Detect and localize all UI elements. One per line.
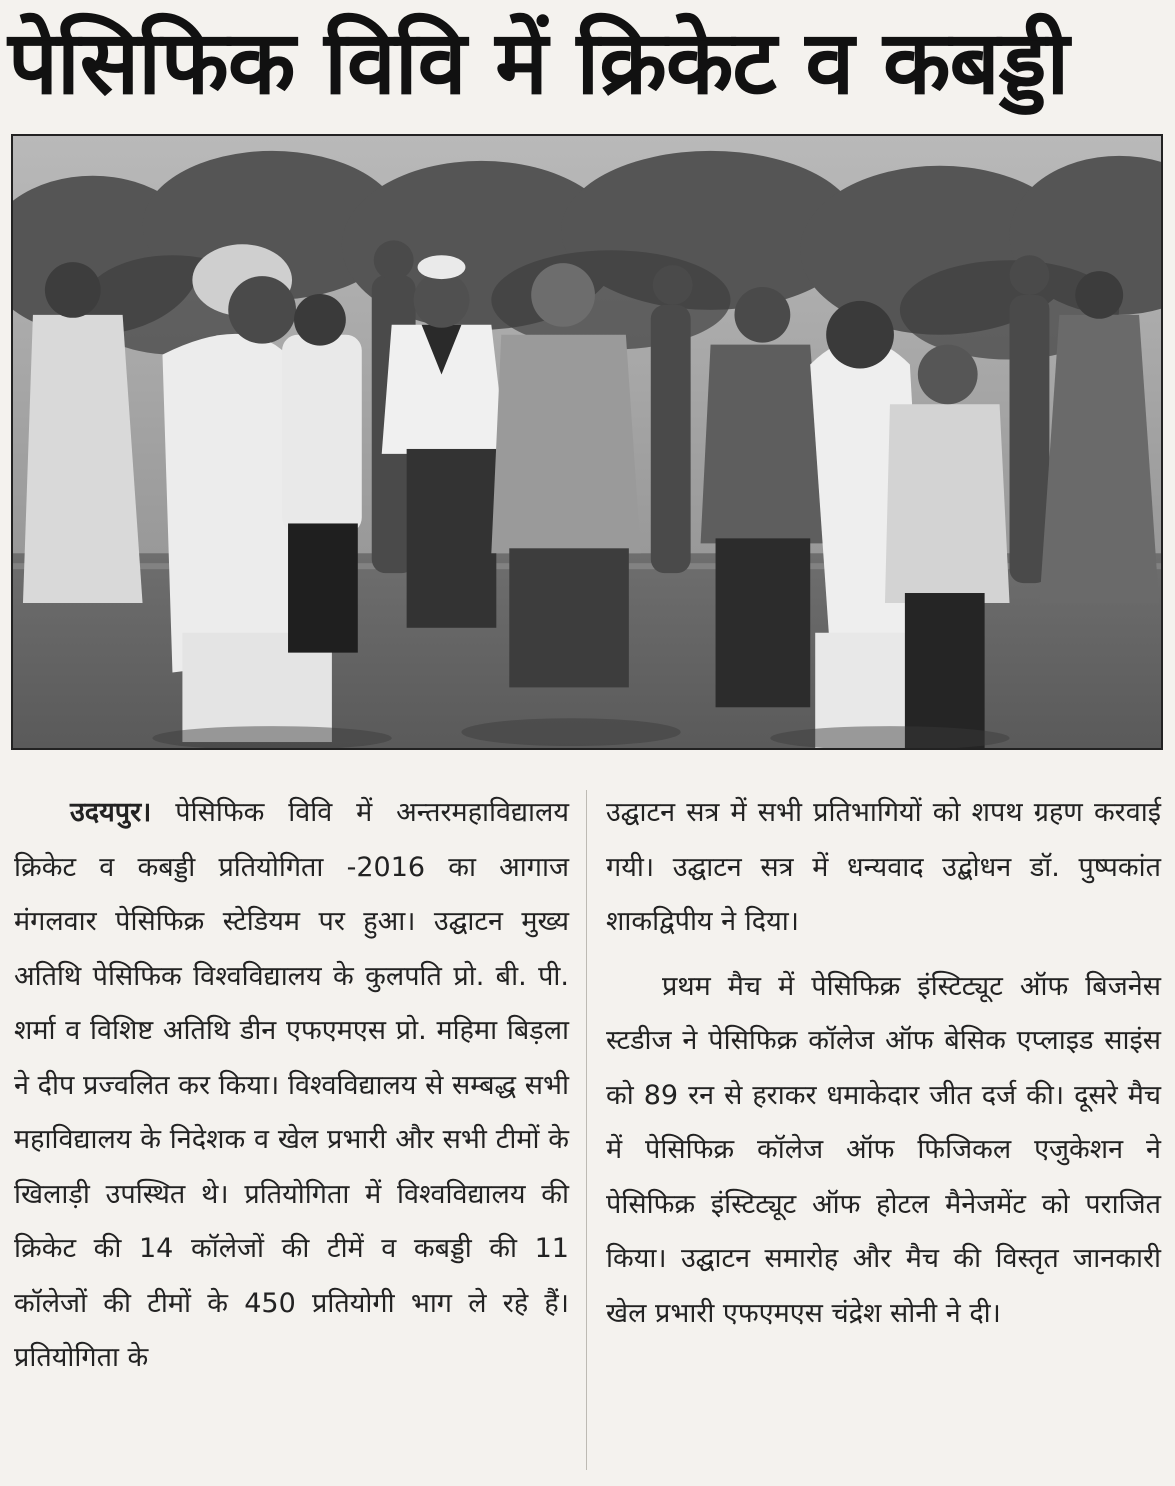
article-text-left: पेसिफिक विवि में अन्तरमहाविद्यालय क्रिकेट व कबड्डी प्रतियोगिता -2016 का आगाज मंगलवार पेसिफिक्र स्टेडियम पर हुआ। उद्घाटन मुख्य अतिथि पेसिफिक विश्वविद्यालय के कुलपति प्रो. बी. पी. शर्मा व विशिष्ट अतिथि डीन एफएमएस प्रो. महिमा बिड़ला ने दीप प्रज्वलित कर किया। विश्वविद्यालय से सम्बद्ध सभी महाविद्यालय के निदेशक व खेल प्रभारी और सभी टीमों के खिलाड़ी उपस्थित थे। प्रतियोगिता में विश्वविद्यालय की क्रिकेट की 14 कॉलेजों की टीमें व कबड्डी की 11 कॉलेजों की टीमों के 450 प्रतियोगी भाग ले रहे हैं। प्रतियोगिता के bbox=[14, 797, 569, 1373]
dateline: उदयपुर। bbox=[70, 797, 152, 828]
headline: पेसिफिक विवि में क्रिकेट व कबड्डी bbox=[8, 11, 1069, 114]
column-divider bbox=[586, 790, 587, 1470]
article-paragraph-1 bbox=[14, 786, 569, 1386]
article-column-right bbox=[606, 786, 1161, 1341]
article-paragraph-3: प्रथम मैच में पेसिफिक्र इंस्टिट्यूट ऑफ बिजनेस स्टडीज ने पेसिफिक्र कॉलेज ऑफ बेसिक एप्लाइड साइंस को 89 रन से हराकर धमाकेदार जीत दर्ज की। दूसरे मैच में पेसिफिक्र कॉलेज ऑफ फिजिकल एजुकेशन ने पेसिफिक्र इंस्टिट्यूट ऑफ होटल मैनेजमेंट को पराजित किया। उद्घाटन समारोह और मैच की विस्तृत जानकारी खेल प्रभारी एफएमएस चंद्रेश सोनी ने दी। bbox=[606, 970, 1161, 1329]
article-column-left bbox=[14, 786, 569, 1386]
news-photo bbox=[11, 134, 1163, 750]
article-paragraph-2: उद्घाटन सत्र में सभी प्रतिभागियों को शपथ ग्रहण करवाई गयी। उद्घाटन सत्र में धन्यवाद उद्बोधन डॉ. पुष्पकांत शाकद्विपीय ने दिया। bbox=[606, 797, 1161, 937]
